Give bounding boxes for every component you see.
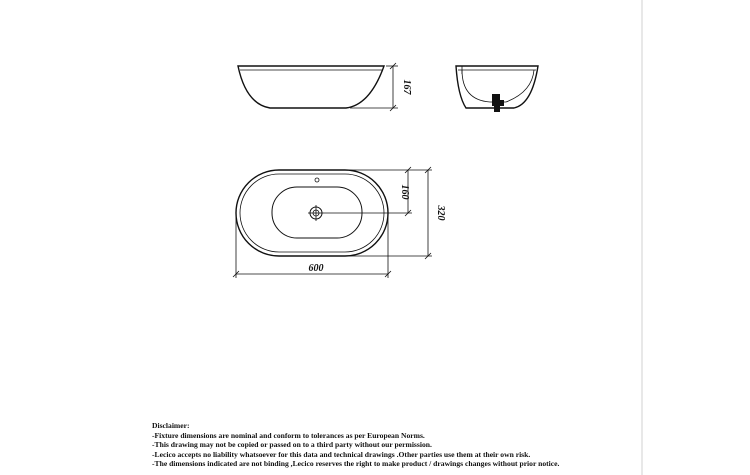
disclaimer-line: -This drawing may not be copied or passed on to a third party without our permission.: [152, 440, 432, 450]
disclaimer-line: -Lecico accepts no liability whatsoever for this data and technical drawings .Other parties use them at their own risk.: [152, 449, 531, 459]
side-view: [456, 66, 538, 112]
height-dimension-label: 167: [401, 79, 412, 95]
width-dimension-label: 600: [308, 263, 324, 274]
disclaimer-line: -Fixture dimensions are nominal and conform to tolerances as per European Norms.: [152, 430, 425, 440]
drain-fitting-icon: [492, 94, 504, 112]
depth-dimension-label: 320: [435, 205, 446, 221]
disclaimer-block: [152, 421, 712, 469]
disclaimer-title: Disclaimer:: [152, 421, 190, 430]
drain-icon: [308, 205, 324, 221]
half-depth-dimension-label: 160: [399, 184, 410, 200]
overflow-hole-icon: [315, 178, 319, 182]
disclaimer-line: -The dimensions indicated are not binding ,Lecico reserves the right to make product / drawings changes without prior notice.: [152, 459, 560, 469]
plan-basin: [272, 187, 362, 238]
plan-view: [233, 167, 446, 278]
front-view: [238, 63, 412, 111]
front-view-outline: [238, 66, 384, 108]
